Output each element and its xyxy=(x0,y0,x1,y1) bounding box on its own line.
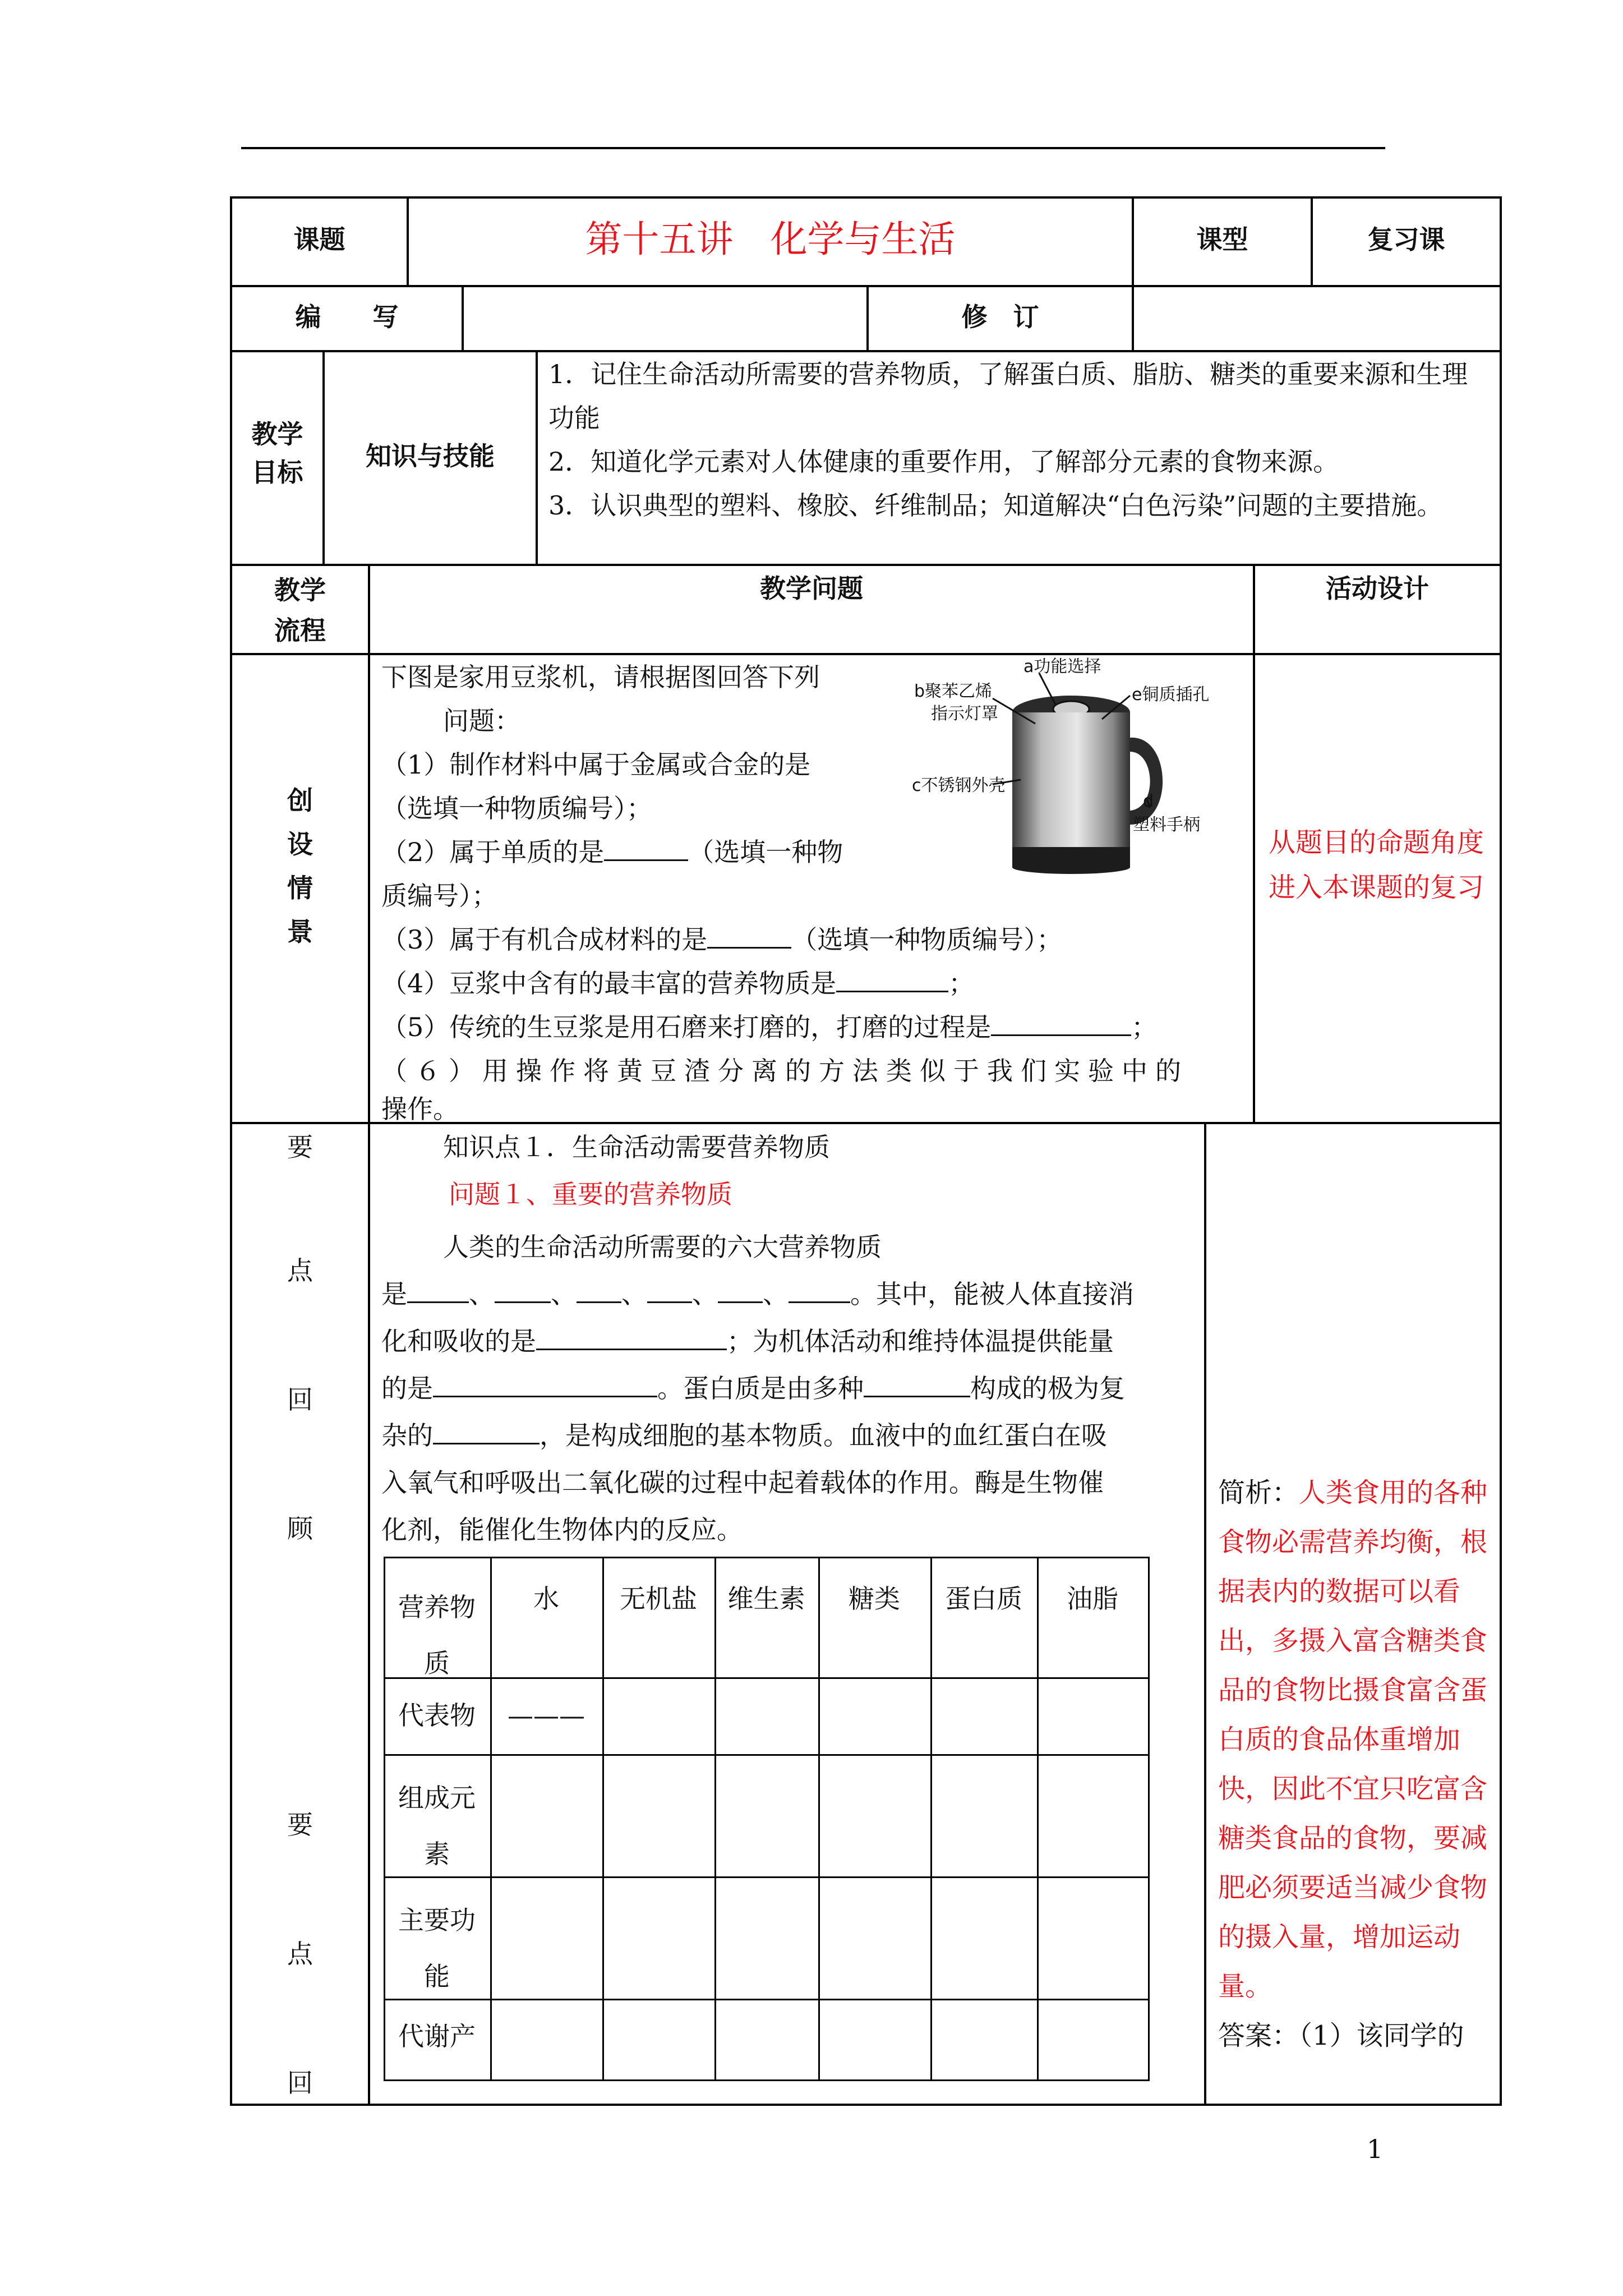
answer-blank-q5[interactable] xyxy=(991,1012,1131,1036)
type-value: 复习课 xyxy=(1367,224,1445,255)
row2-divider-3 xyxy=(1132,285,1134,351)
table-border-row4 xyxy=(230,653,1502,655)
nt-row-metabolite: 代谢产 xyxy=(398,2021,476,2051)
sep-3: 、 xyxy=(621,1279,647,1309)
nt-row-function: 主要功能 xyxy=(398,1905,476,1991)
answer-blank-q3[interactable] xyxy=(707,924,791,949)
process-divider-2 xyxy=(1253,564,1255,1123)
sep-4: 、 xyxy=(692,1279,718,1309)
table-border-row3 xyxy=(230,564,1502,566)
nt-line-h5 xyxy=(384,2079,1150,2081)
page-title: 第十五讲 化学与生活 xyxy=(585,218,956,261)
review-p7: 化剂，能催化生物体内的反应。 xyxy=(381,1515,743,1545)
scenario-q2 xyxy=(381,835,843,869)
scenario-activity-note: 从题目的命题角度进入本课题的复习 xyxy=(1269,827,1484,903)
nt-header-vitamins: 维生素 xyxy=(727,1584,805,1614)
sep-1: 、 xyxy=(469,1279,495,1309)
scenario-intro-1: 下图是家用豆浆机，请根据图回答下列 xyxy=(381,662,820,692)
scenario-label xyxy=(232,779,368,954)
nt-line-v7 xyxy=(1148,1557,1150,2081)
header-rule xyxy=(241,147,1385,149)
nutrient-blank-4[interactable] xyxy=(647,1279,692,1303)
review-label-char-7: 回 xyxy=(287,2068,313,2098)
analysis-note xyxy=(1218,1468,1492,2060)
nt-line-v0 xyxy=(384,1557,385,2081)
nt-line-v2 xyxy=(602,1557,604,2081)
nutrient-table xyxy=(384,1557,1150,2081)
question-1-title: 问题１、重要的营养物质 xyxy=(449,1179,732,1209)
knowledge-point-1: 知识点１．生命活动需要营养物质 xyxy=(443,1132,830,1162)
nt-line-v6 xyxy=(1037,1557,1039,2081)
answer-blank-q2[interactable] xyxy=(604,837,688,861)
review-p3 xyxy=(381,1324,1114,1359)
scenario-q3a: （3）属于有机合成材料的是 xyxy=(381,924,708,955)
review-p2 xyxy=(381,1277,1134,1312)
figure-label-e: e铜质插孔 xyxy=(1132,685,1210,705)
page-number: 1 xyxy=(1367,2134,1384,2164)
scenario-q2a: （2）属于单质的是 xyxy=(381,837,605,867)
analysis-text: 人类食用的各种食物必需营养均衡，根据表内的数据可以看出，多摄入富含糖类食品的食物比摄食富含蛋白质的食品体重增加快，因此不宜只吃富含糖类食品的食物，要减肥必须要适当减少食物的摄入量，增加运动量。 xyxy=(1218,1477,1488,2002)
amino-blank[interactable] xyxy=(864,1373,970,1397)
nt-header-water: 水 xyxy=(533,1584,559,1614)
author-label: 编 写 xyxy=(295,302,399,332)
process-col3-label: 活动设计 xyxy=(1326,573,1429,604)
review-p5b: ，是构成细胞的基本物质。血液中的血红蛋白在吸 xyxy=(540,1420,1107,1451)
scenario-q1b: （选填一种物质编号）； xyxy=(381,793,652,823)
review-p4c: 构成的极为复 xyxy=(970,1373,1125,1404)
answer-text: 答案：（1）该同学的 xyxy=(1218,2020,1464,2051)
revise-label: 修 订 xyxy=(961,302,1039,332)
nutrient-blank-1[interactable] xyxy=(407,1279,469,1303)
process-divider-1 xyxy=(368,564,370,2105)
figure-label-b2: 指示灯罩 xyxy=(931,704,998,724)
review-p4a: 的是 xyxy=(381,1373,433,1404)
scenario-q6a: （６）用操作将黄豆渣分离的方法类似于我们实验中的 xyxy=(381,1056,1189,1086)
scenario-q2b: （选填一种物 xyxy=(688,837,843,867)
review-label-char-4: 顾 xyxy=(287,1513,313,1544)
figure-label-c: c不锈钢外壳 xyxy=(912,776,1006,795)
nutrient-blank-6[interactable] xyxy=(789,1279,850,1303)
nt-header-fats: 油脂 xyxy=(1067,1584,1118,1614)
nt-header-protein: 蛋白质 xyxy=(945,1584,1022,1614)
scenario-label-text: 创设情景 xyxy=(287,785,313,947)
nt-row-elements: 组成元素 xyxy=(398,1783,476,1869)
objectives-label-text: 教学目标 xyxy=(251,419,303,487)
scenario-q4b: ； xyxy=(948,968,975,999)
review-label-char-6: 点 xyxy=(287,1939,313,1969)
scenario-q3b: （选填一种物质编号）； xyxy=(791,924,1063,955)
nt-line-v1 xyxy=(490,1557,492,2081)
digest-blank[interactable] xyxy=(536,1326,727,1350)
process-col1-text: 教学流程 xyxy=(274,575,326,646)
scenario-q2c: 质编号）； xyxy=(381,881,497,911)
scenario-q1a: （1）制作材料中属于金属或合金的是 xyxy=(381,749,811,780)
scenario-intro-2: 问题： xyxy=(443,706,520,736)
scenario-q4a: （4）豆浆中含有的最丰富的营养物质是 xyxy=(381,968,837,999)
objectives-label xyxy=(232,415,322,491)
review-label-char-1: 要 xyxy=(287,1132,313,1162)
process-col2-label: 教学问题 xyxy=(760,573,863,604)
nt-line-h0 xyxy=(384,1557,1150,1558)
energy-blank[interactable] xyxy=(433,1373,657,1397)
review-p6: 入氧气和呼吸出二氧化碳的过程中起着载体的作用。酶是生物催 xyxy=(381,1467,1104,1498)
nt-line-h3 xyxy=(384,1876,1150,1878)
type-label: 课型 xyxy=(1196,224,1248,255)
scenario-q5a: （5）传统的生豆浆是用石磨来打磨的，打磨的过程是 xyxy=(381,1012,992,1042)
scenario-q5b: ； xyxy=(1131,1012,1158,1042)
nt-line-h4 xyxy=(384,1999,1150,2000)
nt-header-minerals: 无机盐 xyxy=(620,1584,697,1614)
figure-label-b1: b聚苯乙烯 xyxy=(914,682,993,701)
objective-item-2: 2．知道化学元素对人体健康的重要作用，了解部分元素的食物来源。 xyxy=(548,447,1339,477)
scenario-q5 xyxy=(381,1010,1157,1045)
nt-line-v3 xyxy=(714,1557,716,2081)
objectives-sublabel: 知识与技能 xyxy=(366,441,495,471)
nt-water-representative: ——— xyxy=(508,1700,585,1731)
process-col1-label xyxy=(232,570,368,651)
soymilk-machine-figure xyxy=(909,656,1245,881)
figure-label-a: a功能选择 xyxy=(1023,657,1101,677)
nt-line-v4 xyxy=(818,1557,820,2081)
nt-line-h1 xyxy=(384,1677,1150,1679)
review-p5 xyxy=(381,1418,1107,1453)
objective-item-1: 1．记住生命活动所需要的营养物质，了解蛋白质、脂肪、糖类的重要来源和生理功能 xyxy=(548,359,1468,433)
review-p1: 人类的生命活动所需要的六大营养物质 xyxy=(443,1232,882,1262)
nt-header-sugars: 糖类 xyxy=(849,1584,900,1614)
nutrient-blank-3[interactable] xyxy=(577,1279,621,1303)
sep-5: 、 xyxy=(763,1279,789,1309)
nt-line-v5 xyxy=(930,1557,932,2081)
review-label-char-5: 要 xyxy=(287,1810,313,1840)
review-p4 xyxy=(381,1371,1125,1406)
nt-row-representative: 代表物 xyxy=(398,1700,476,1731)
objective-item-3: 3．认识典型的塑料、橡胶、纤维制品；知道解决“白色污染”问题的主要措施。 xyxy=(548,490,1443,521)
scenario-q4 xyxy=(381,966,974,1001)
nutrient-blank-5[interactable] xyxy=(718,1279,763,1303)
review-p5a: 杂的 xyxy=(381,1420,433,1451)
review-label-char-3: 回 xyxy=(287,1384,313,1415)
figure-label-d2: 塑料手柄 xyxy=(1133,815,1200,835)
scenario-q6b: 操作。 xyxy=(381,1094,459,1124)
table-border-right xyxy=(1500,196,1502,2106)
row3-divider-2 xyxy=(536,350,538,565)
nutrient-blank-2[interactable] xyxy=(495,1279,551,1303)
review-note-divider xyxy=(1204,1122,1206,2105)
row2-divider-1 xyxy=(462,285,464,351)
scenario-q3 xyxy=(381,922,1062,957)
review-p2-suffix: 。其中，能被人体直接消 xyxy=(850,1279,1134,1309)
course-label: 课题 xyxy=(293,224,345,255)
answer-blank-q4[interactable] xyxy=(836,968,948,992)
soymilk-machine-illustration xyxy=(909,656,1245,881)
compound-blank[interactable] xyxy=(433,1420,540,1444)
review-p2-prefix: 是 xyxy=(381,1279,407,1309)
review-p4b: 。蛋白质是由多种 xyxy=(657,1373,864,1404)
review-p3b: ；为机体活动和维持体温提供能量 xyxy=(727,1326,1114,1356)
nt-line-h2 xyxy=(384,1754,1150,1756)
nt-header-nutrient: 营养物质 xyxy=(398,1592,476,1678)
figure-label-d1: d xyxy=(1143,792,1154,811)
analysis-prefix: 简析： xyxy=(1218,1477,1299,1508)
sep-2: 、 xyxy=(551,1279,577,1309)
table-border-bottom xyxy=(230,2104,1502,2106)
review-p3a: 化和吸收的是 xyxy=(381,1326,536,1356)
review-label-char-2: 点 xyxy=(287,1255,313,1286)
